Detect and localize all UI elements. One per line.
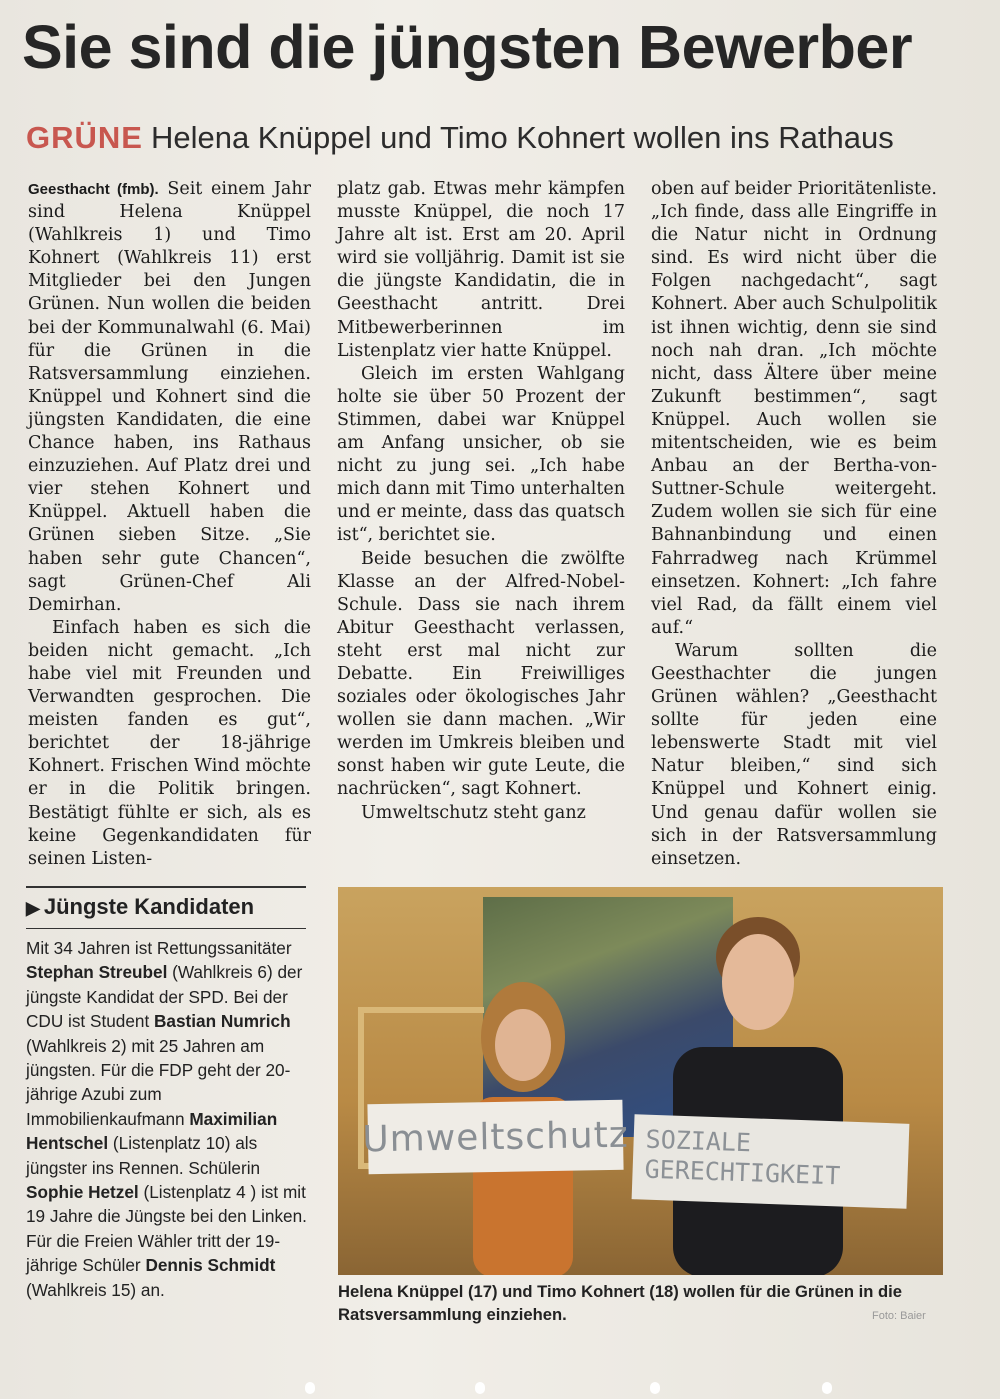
- punch-hole: [822, 1382, 832, 1394]
- name-highlight: Dennis Schmidt: [145, 1255, 276, 1276]
- paragraph-text: Seit einem Jahr sind Helena Knüppel (Wahlkreis 1) und Timo Kohnert (Wahlkreis 11) erst Mitglieder bei den Jungen Grünen. Nun wollen die beiden bei der Kommunalwahl (6. Mai) für die Grünen in die Ratsversammlung einziehen. Knüppel und Kohnert sind die jüngsten Kandidaten, die eine Chance haben, ins Rathaus einzuziehen. Auf Platz drei und vier stehen Kohnert und Knüppel. Aktuell haben die Grünen sieben Sitze. „Sie haben sehr gute Chancen“, sagt Grünen-Chef Ali Demirhan.: [28, 179, 311, 615]
- paragraph: Beide besuchen die zwölfte Klasse an der Alfred-Nobel-Schule. Dass sie nach ihrem Abitur Geesthacht verlassen, steht erst mal nicht zur Debatte. Ein Freiwilliges soziales oder ökologisches Jahr wollen sie dann machen. „Wir werden im Umkreis bleiben und sonst haben wir gute Leute, die nachrücken“, sagt Kohnert.: [337, 548, 625, 800]
- sign-umweltschutz: Umweltschutz: [367, 1100, 623, 1174]
- person-timo: [668, 907, 848, 1275]
- photo-credit: Foto: Baier: [872, 1310, 926, 1322]
- triangle-icon: ▶: [26, 898, 40, 918]
- candidates-photo: [338, 887, 943, 1275]
- article-column-1: [28, 178, 311, 871]
- sign-soziale-gerechtigkeit: [632, 1114, 910, 1209]
- paragraph: Warum sollten die Geesthachter die jungen Grünen wählen? „Geesthacht sollte für jeden eine lebenswerte Stadt mit viel Natur bleiben,“ sind sich Knüppel und Kohnert einig. Und genau dafür wollen sie sich in der Ratsversammlung einsetzen.: [651, 640, 937, 869]
- box-rule-top: [26, 886, 306, 888]
- sidebar-box-title: [26, 894, 306, 920]
- punch-hole: [650, 1382, 660, 1394]
- paragraph: platz gab. Etwas mehr kämpfen musste Knüppel, die noch 17 Jahre alt ist. Erst am 20. April wird sie volljährig. Damit ist sie die jüngste Kandidatin, die in Geesthacht antritt. Drei Mitbewerberinnen im Listenplatz vier hatte Knüppel.: [337, 179, 625, 361]
- paragraph: [28, 178, 311, 617]
- article-column-2: [337, 178, 625, 825]
- photo-caption: Helena Knüppel (17) und Timo Kohnert (18) wollen für die Grünen in die Ratsversammlung einziehen.: [338, 1282, 902, 1324]
- box-rule-mid: [26, 928, 306, 929]
- sidebar-box-text: Mit 34 Jahren ist Rettungssanitäter Stephan Streubel (Wahlkreis 6) der jüngste Kandidat der SPD. Bei der CDU ist Student Bastian Numrich (Wahlkreis 2) mit 25 Jahren am jüngsten. Für die FDP geht der 20-jährige Azubi zum Immobilienkaufmann Maximilian Hentschel (Listenplatz 10) als jüngster ins Rennen. Schülerin Sophie Hetzel (Listenplatz 4 ) ist mit 19 Jahre die Jüngste bei den Linken. Für die Freien Wähler tritt der 19-jährige Schüler Dennis Schmidt (Wahlkreis 15) an.: [26, 938, 307, 1300]
- sign-line: SOZIALE: [645, 1124, 752, 1158]
- sidebar-box-title-text: Jüngste Kandidaten: [43, 894, 255, 919]
- subheadline-text: Helena Knüppel und Timo Kohnert wollen ins Rathaus: [150, 120, 894, 155]
- kicker: GRÜNE: [26, 120, 143, 155]
- paragraph: Gleich im ersten Wahlgang holte sie über 50 Prozent der Stimmen, dabei war Knüppel am Anfang unsicher, ob sie nicht zu jung sei. „Ich habe mich dann mit Timo unterhalten und er meinte, dass das quatsch ist“, berichtet sie.: [337, 363, 625, 546]
- headline: Sie sind die jüngsten Bewerber: [22, 13, 913, 81]
- name-highlight: Maximilian Hentschel: [26, 1108, 278, 1154]
- name-highlight: Bastian Numrich: [154, 1011, 291, 1032]
- punch-hole: [475, 1382, 485, 1394]
- subheadline: [26, 120, 986, 156]
- sign-line: GERECHTIGKEIT: [644, 1154, 841, 1191]
- paragraph: Umweltschutz steht ganz: [361, 802, 586, 823]
- article-column-3: [651, 178, 937, 871]
- paragraph: Einfach haben es sich die beiden nicht gemacht. „Ich habe viel mit Freunden und Verwandten gesprochen. Die meisten fanden es gut“, berichtet der 18-jährige Kohnert. Frischen Wind möchte er in die Politik bringen. Bestätigt fühlte er sich, als es keine Gegenkandidaten für seinen Listen-: [28, 617, 311, 869]
- paragraph: oben auf beider Prioritätenliste. „Ich finde, dass alle Eingriffe in die Natur nicht in Ordnung sind. Es wird nicht über die Folgen nachgedacht“, sagt Kohnert. Aber auch Schulpolitik ist ihnen wichtig, denn sie sind noch nah dran. „Ich möchte nicht, dass Ältere über meine Zukunft bestimmen“, sagt Knüppel. Auch wollen sie mitentscheiden, wie es beim Anbau an der Bertha-von-Suttner-Schule weitergeht. Zudem wollen sie sich für eine Bahnanbindung und einen Fahrradweg nach Krümmel einsetzen. Kohnert: „Ich fahre viel Rad, da fällt einem viel auf.“: [651, 179, 937, 638]
- punch-hole: [305, 1382, 315, 1394]
- dateline: Geesthacht (fmb).: [28, 181, 159, 198]
- name-highlight: Stephan Streubel: [26, 962, 168, 983]
- name-highlight: Sophie Hetzel: [26, 1182, 139, 1203]
